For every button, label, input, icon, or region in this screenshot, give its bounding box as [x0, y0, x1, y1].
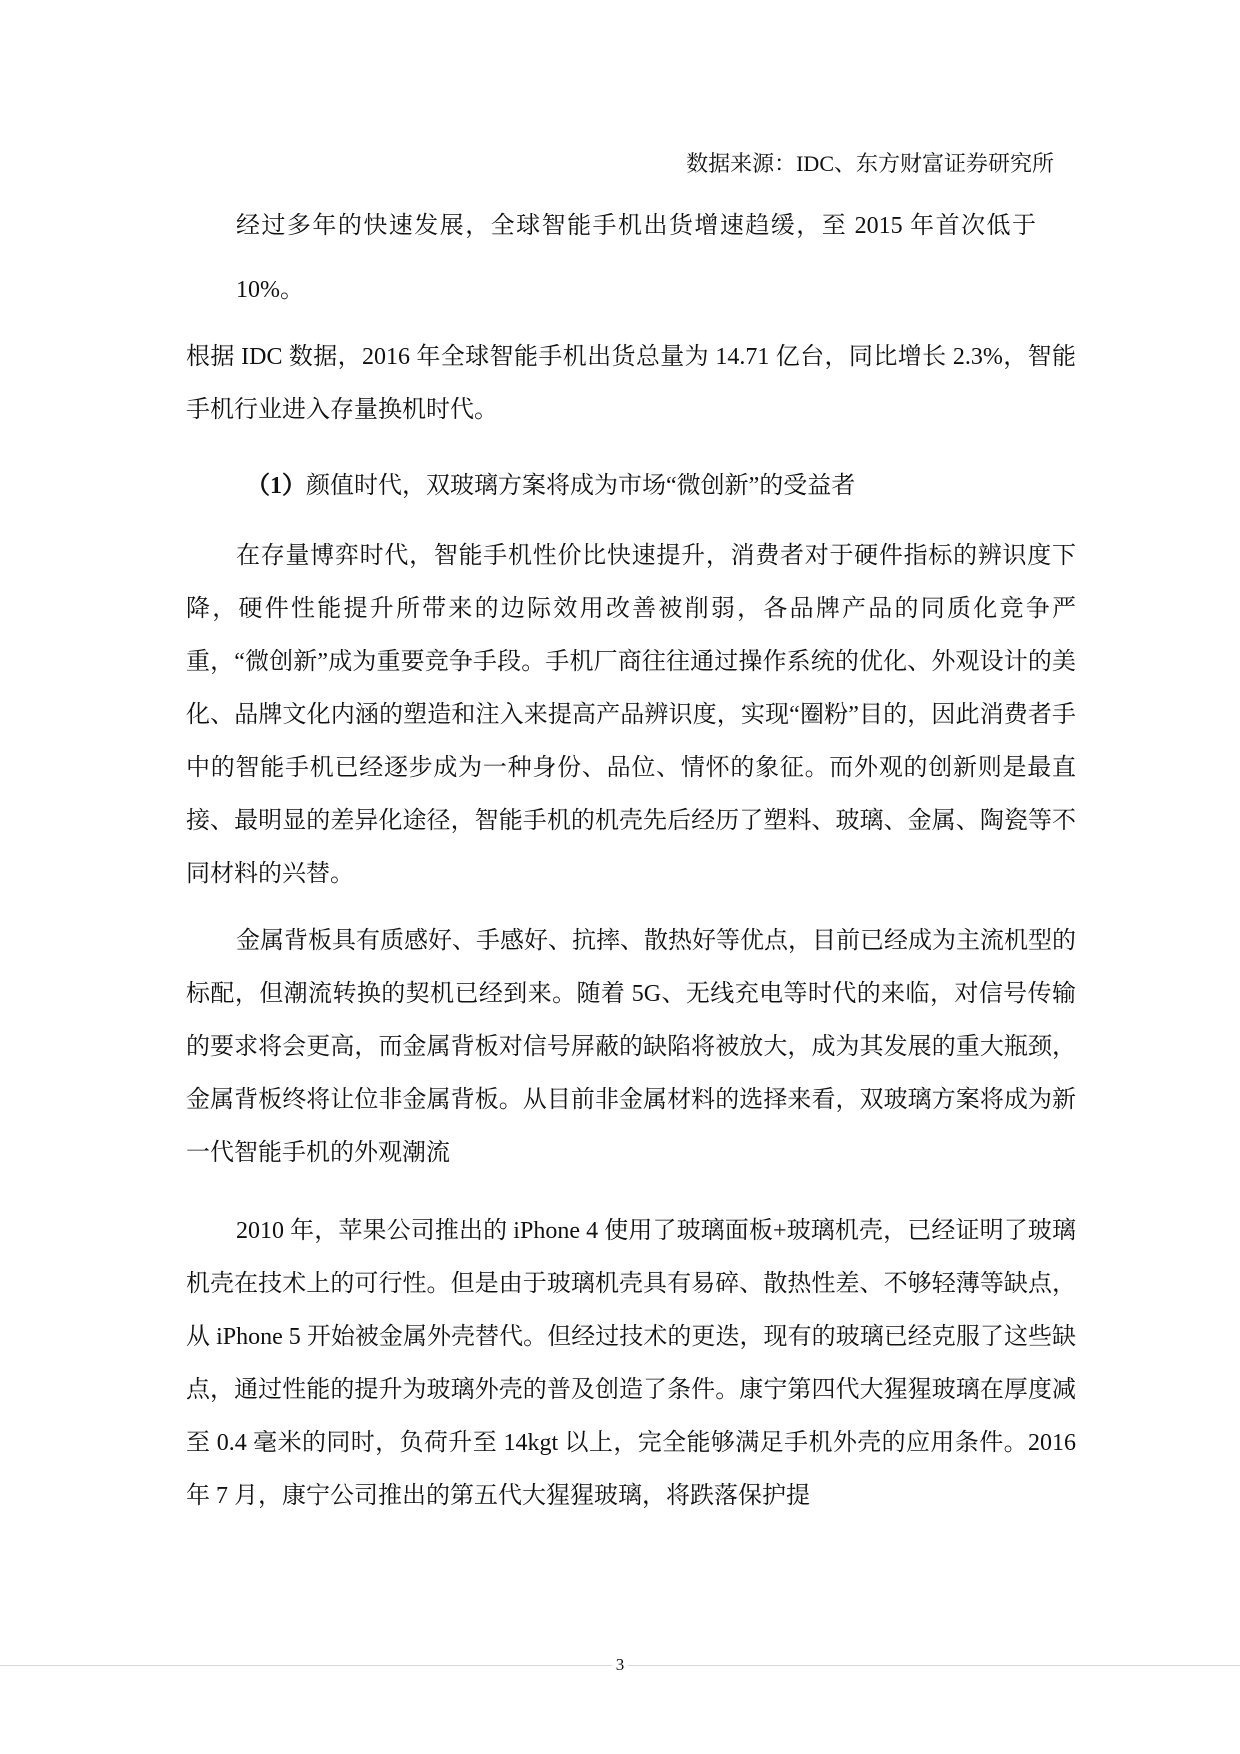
paragraph-glass-casing: 2010 年，苹果公司推出的 iPhone 4 使用了玻璃面板+玻璃机壳，已经证明了玻璃机壳在技术上的可行性。但是由于玻璃机壳具有易碎、散热性差、不够轻薄等缺点，从 iPhone 5 开始被金属外壳替代。但经过技术的更迭，现有的玻璃已经克服了这些缺点，通过性能的提升为玻璃外壳的普及创造了条件。康宁第四代大猩猩玻璃在厚度减至 0.4 毫米的同时，负荷升至 14kgt 以上，完全能够满足手机外壳的应用条件。2016 年 7 月，康宁公司推出的第五代大猩猩玻璃，将跌落保护提	[186, 1218, 1076, 1509]
source-note: 数据来源：IDC、东方财富证券研究所	[686, 151, 1054, 176]
paragraph-micro-innovation: 在存量博弈时代，智能手机性价比快速提升，消费者对于硬件指标的辨识度下降，硬件性能提升所带来的边际效用改善被削弱，各品牌产品的同质化竞争严重，“微创新”成为重要竞争手段。手机厂商往往通过操作系统的优化、外观设计的美化、品牌文化内涵的塑造和注入来提高产品辨识度，实现“圈粉”目的，因此消费者手中的智能手机已经逐步成为一种身份、品位、情怀的象征。而外观的创新则是最直接、最明显的差异化途径，智能手机的机壳先后经历了塑料、玻璃、金属、陶瓷等不同材料的兴替。	[186, 543, 1076, 887]
section-heading	[246, 468, 855, 504]
page-number-container	[0, 1653, 1240, 1677]
page-number: 3	[612, 1655, 629, 1674]
paragraph-idc-data: 根据 IDC 数据，2016 年全球智能手机出货总量为 14.71 亿台，同比增长 2.3%，智能手机行业进入存量换机时代。	[186, 344, 1076, 423]
paragraph-metal-backplate: 金属背板具有质感好、手感好、抗摔、散热好等优点，目前已经成为主流机型的标配，但潮流转换的契机已经到来。随着 5G、无线充电等时代的来临，对信号传输的要求将会更高，而金属背板对信号屏蔽的缺陷将被放大，成为其发展的重大瓶颈，金属背板终将让位非金属背板。从目前非金属材料的选择来看，双玻璃方案将成为新一代智能手机的外观潮流	[186, 928, 1076, 1166]
section-heading-text: 颜值时代，双玻璃方案将成为市场“微创新”的受益者	[306, 473, 856, 499]
section-heading-number: （1）	[246, 473, 306, 499]
paragraph-growth-slowdown: 经过多年的快速发展，全球智能手机出货增速趋缓，至 2015 年首次低于 10%。	[236, 213, 1036, 303]
